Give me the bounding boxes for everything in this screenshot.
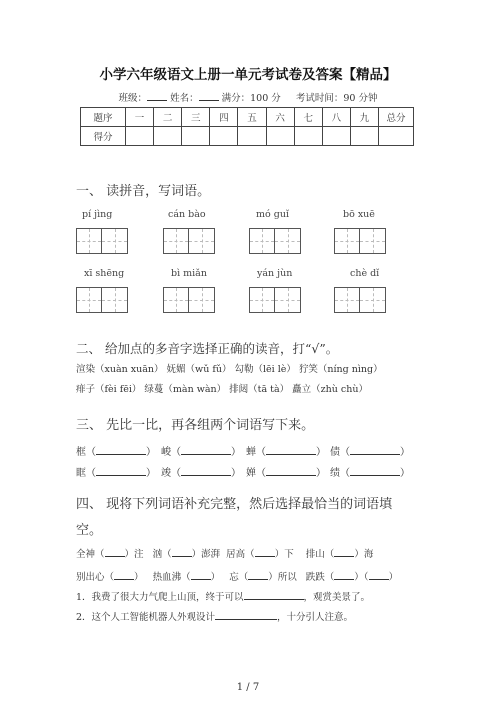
score-cell[interactable] <box>238 127 266 146</box>
full-score: 满分：100 分 <box>221 93 281 104</box>
idiom-text: ）澎湃 <box>191 549 221 560</box>
pinyin: yán jùn <box>257 268 293 279</box>
section3-heading: 三、 先比一比，再各组两个词语写下来。 <box>76 418 315 433</box>
header-cell: 四 <box>210 108 238 127</box>
answer-blank[interactable] <box>244 589 304 600</box>
writing-grid[interactable] <box>76 228 128 254</box>
header-cell: 五 <box>238 108 266 127</box>
idiom-text: 排山（ <box>305 549 335 560</box>
bracket: ） <box>146 447 156 458</box>
compare-char: 峻（ <box>161 447 181 458</box>
grid-cell[interactable] <box>189 228 215 254</box>
answer-blank[interactable] <box>181 465 231 476</box>
compare-char: 债（ <box>330 447 350 458</box>
exam-info <box>0 90 496 104</box>
class-label: 班级： <box>118 93 148 104</box>
score-cell[interactable] <box>379 127 414 146</box>
idiom-text: 居高（ <box>226 549 255 560</box>
idiom-text: ）（ <box>354 572 369 583</box>
header-cell: 七 <box>294 108 322 127</box>
idiom-text: 热血沸（ <box>152 572 191 583</box>
compare-item <box>76 443 156 458</box>
score-cell[interactable] <box>154 127 182 146</box>
header-cell: 六 <box>266 108 294 127</box>
answer-blank[interactable] <box>215 609 277 620</box>
grid-cell[interactable] <box>275 228 301 254</box>
compare-item <box>246 443 326 458</box>
compare-item <box>330 443 410 458</box>
section1-heading: 一、 读拼音，写词语。 <box>76 184 211 199</box>
score-cell[interactable] <box>126 127 154 146</box>
exam-time: 考试时间：90 分钟 <box>295 93 378 104</box>
section2-heading: 二、 给加点的多音字选择正确的读音，打“√”。 <box>76 341 339 356</box>
answer-blank[interactable] <box>266 465 316 476</box>
grid-cell[interactable] <box>102 228 128 254</box>
compare-char: 竣（ <box>161 468 181 479</box>
question-text: 2．这个人工智能机器人外观设计 <box>76 612 216 623</box>
answer-blank[interactable] <box>255 546 275 557</box>
pinyin: bì miǎn <box>171 268 207 279</box>
idiom-text: ）所以 <box>268 572 297 583</box>
compare-item <box>161 443 241 458</box>
bracket: ） <box>231 447 241 458</box>
class-blank[interactable] <box>147 91 167 101</box>
idiom-row <box>76 569 398 583</box>
score-cell[interactable] <box>266 127 294 146</box>
bracket: ） <box>316 468 326 479</box>
grid-cell[interactable] <box>360 287 386 313</box>
grid-cell[interactable] <box>275 287 301 313</box>
idiom-text: ） <box>210 572 221 583</box>
writing-grid[interactable] <box>163 228 215 254</box>
idiom-text: 全神（ <box>76 549 105 560</box>
section4-heading: 四、 现将下列词语补充完整，然后选择最恰当的词语填 <box>76 497 393 512</box>
compare-char: 眶（ <box>76 468 96 479</box>
score-cell[interactable] <box>210 127 238 146</box>
header-cell: 题序 <box>81 108 126 127</box>
grid-cell[interactable] <box>163 228 189 254</box>
compare-char: 框（ <box>76 447 96 458</box>
question-text: 1．我费了很大力气爬上山顶，终于可以 <box>76 592 244 603</box>
header-cell: 总分 <box>379 108 414 127</box>
idiom-text: ）下 <box>274 549 294 560</box>
header-cell: 三 <box>182 108 210 127</box>
fill-question-2 <box>76 609 353 623</box>
idiom-text: ）注 <box>124 549 144 560</box>
score-cell[interactable] <box>182 127 210 146</box>
pinyin: mó guǐ <box>256 209 289 220</box>
score-cell[interactable] <box>350 127 378 146</box>
question-text: ，十分引人注意。 <box>277 612 354 623</box>
pinyin: xī shēng <box>84 268 125 279</box>
grid-cell[interactable] <box>334 287 360 313</box>
compare-char: 婵（ <box>246 468 266 479</box>
score-cell[interactable] <box>294 127 322 146</box>
bracket: ） <box>400 468 410 479</box>
header-cell: 一 <box>126 108 154 127</box>
bracket: ） <box>231 468 241 479</box>
answer-blank[interactable] <box>181 444 231 455</box>
idiom-text: ）海 <box>354 549 374 560</box>
compare-item <box>246 464 326 479</box>
writing-grid[interactable] <box>249 228 301 254</box>
idiom-text: 汹（ <box>152 549 172 560</box>
score-header-row <box>81 108 414 127</box>
grid-cell[interactable] <box>249 287 275 313</box>
idiom-text: ） <box>134 572 144 583</box>
answer-blank[interactable] <box>96 444 146 455</box>
answer-blank[interactable] <box>105 546 125 557</box>
grid-cell[interactable] <box>102 287 128 313</box>
idiom-text: 别出心（ <box>76 572 115 583</box>
grid-cell[interactable] <box>360 228 386 254</box>
bracket: ） <box>400 447 410 458</box>
writing-grid[interactable] <box>334 228 386 254</box>
name-label: 姓名： <box>170 93 199 104</box>
answer-blank[interactable] <box>350 465 400 476</box>
header-cell: 二 <box>154 108 182 127</box>
grid-cell[interactable] <box>76 287 102 313</box>
page-number: 1 / 7 <box>236 682 260 693</box>
answer-blank[interactable] <box>266 444 316 455</box>
compare-char: 蝉（ <box>246 447 266 458</box>
idiom-text: 跌跌（ <box>305 572 335 583</box>
answer-blank[interactable] <box>334 546 354 557</box>
idiom-row <box>76 546 373 560</box>
score-row-label: 得分 <box>81 127 126 146</box>
pinyin: bō xuē <box>343 209 375 220</box>
page-title: 小学六年级语文上册一单元考试卷及答案【精品】 <box>99 67 397 83</box>
grid-cell[interactable] <box>76 228 102 254</box>
polyphone-line: 渲染（xuàn xuān） 妩媚（wǔ fǔ） 勾勒（lēi lè） 狞笑（níng nìng） <box>76 364 383 375</box>
fill-question-1 <box>76 589 370 603</box>
pinyin: pí jìng <box>82 209 113 220</box>
writing-grid[interactable] <box>334 287 386 313</box>
idiom-text: 忘（ <box>229 572 249 583</box>
answer-blank[interactable] <box>334 569 354 580</box>
header-cell: 八 <box>322 108 350 127</box>
writing-grid[interactable] <box>76 287 128 313</box>
answer-blank[interactable] <box>96 465 146 476</box>
answer-blank[interactable] <box>248 569 268 580</box>
pinyin: cán bào <box>168 209 206 220</box>
pinyin: chè dǐ <box>350 268 380 279</box>
compare-item <box>330 464 410 479</box>
bracket: ） <box>316 447 326 458</box>
score-cell[interactable] <box>322 127 350 146</box>
grid-cell[interactable] <box>334 228 360 254</box>
question-text: ，观赏美景了。 <box>303 592 371 603</box>
score-row <box>81 127 414 146</box>
header-cell: 九 <box>350 108 378 127</box>
grid-cell[interactable] <box>189 287 215 313</box>
answer-blank[interactable] <box>172 546 192 557</box>
grid-cell[interactable] <box>163 287 189 313</box>
grid-cell[interactable] <box>249 228 275 254</box>
name-blank[interactable] <box>199 91 219 101</box>
score-table <box>80 107 414 146</box>
writing-grid[interactable] <box>163 287 215 313</box>
bracket: ） <box>146 468 156 479</box>
answer-blank[interactable] <box>369 569 389 580</box>
answer-blank[interactable] <box>350 444 400 455</box>
idiom-text: ） <box>388 572 399 583</box>
answer-blank[interactable] <box>191 569 211 580</box>
polyphone-line: 痱子（fèi fēi） 绿蔓（màn wàn） 排闼（tā tà） 矗立（zhù chù） <box>76 384 368 395</box>
answer-blank[interactable] <box>114 569 134 580</box>
compare-item <box>161 464 241 479</box>
section4-heading-cont: 空。 <box>76 523 103 538</box>
writing-grid[interactable] <box>249 287 301 313</box>
compare-char: 绩（ <box>330 468 350 479</box>
compare-item <box>76 464 156 479</box>
